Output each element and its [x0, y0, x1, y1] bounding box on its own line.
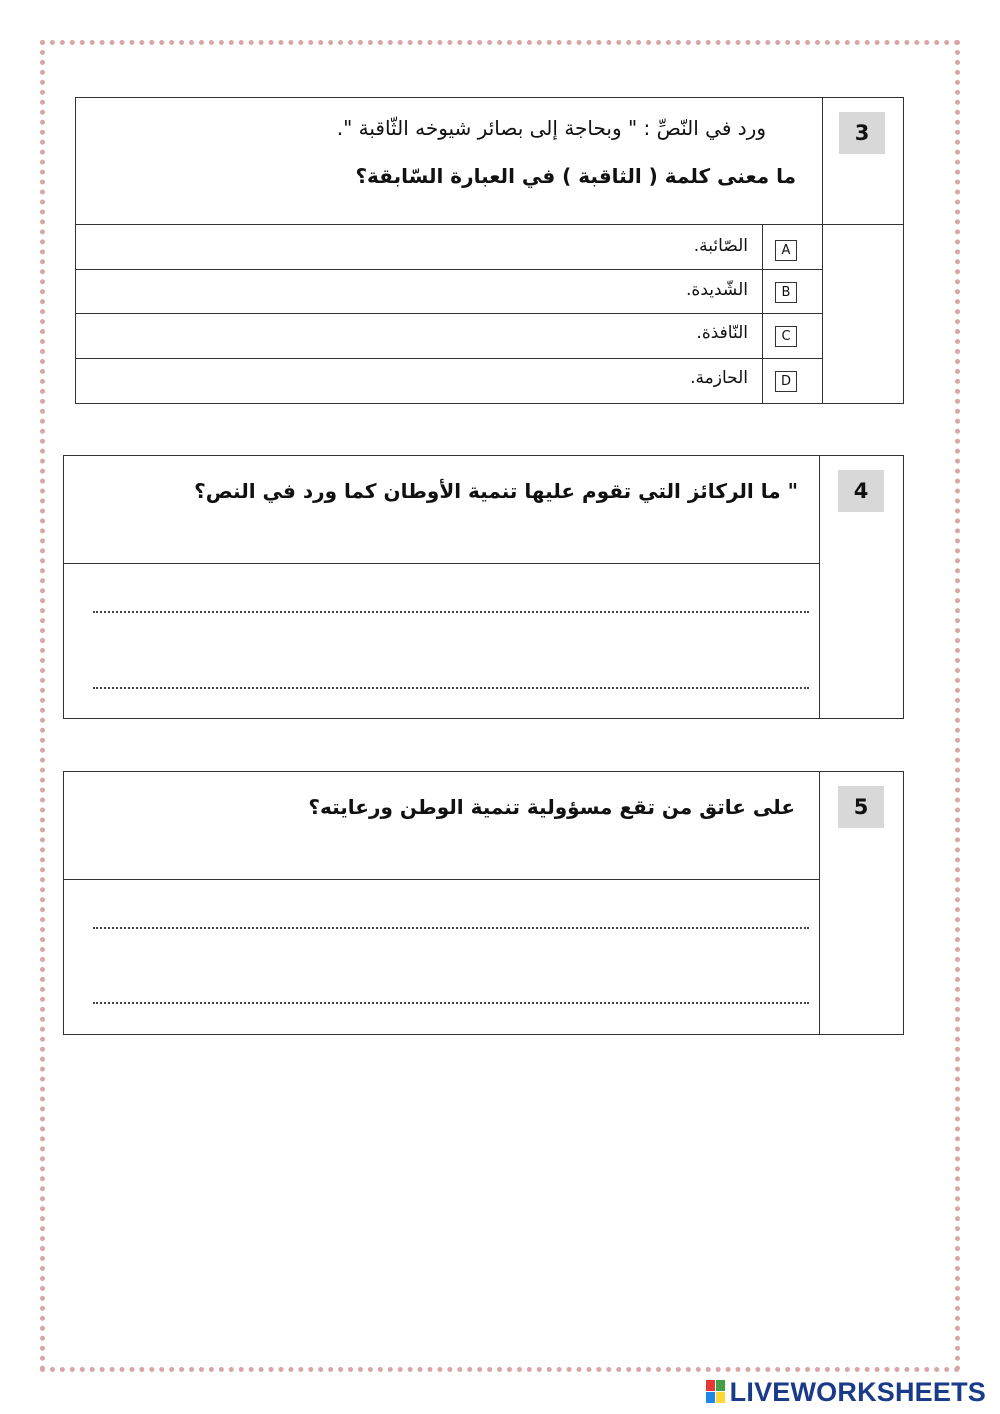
question-number-4: 4 — [838, 470, 884, 512]
question-5-prompt: على عاتق من تقع مسؤولية تنمية الوطن ورعايته؟ — [308, 795, 795, 819]
option-row-line — [75, 358, 822, 359]
option-d-checkbox[interactable]: D — [775, 371, 797, 392]
answer-line-5-1[interactable] — [93, 927, 809, 929]
question-3-quote: ورد في النّصِّ : " وبحاجة إلى بصائر شيوخه الثّاقبة ". — [336, 116, 766, 140]
question-5-header-line — [63, 879, 819, 880]
option-a-checkbox[interactable]: A — [775, 240, 797, 261]
option-d-text[interactable]: الحازمة. — [690, 368, 748, 388]
option-a-text[interactable]: الصّائبة. — [693, 236, 748, 256]
question-number-3: 3 — [839, 112, 885, 154]
answer-line-4-2[interactable] — [93, 687, 809, 689]
question-4-header-line — [63, 563, 819, 564]
question-3-header-line — [75, 224, 904, 225]
option-row-line — [75, 269, 822, 270]
logo-text: LIVEWORKSHEETS — [729, 1376, 986, 1407]
question-4-divider — [819, 455, 820, 719]
answer-line-5-2[interactable] — [93, 1002, 809, 1004]
answer-line-4-1[interactable] — [93, 611, 809, 613]
liveworksheets-logo — [706, 1376, 986, 1408]
question-4-prompt: " ما الركائز التي تقوم عليها تنمية الأوطان كما ورد في النص؟ — [194, 479, 798, 503]
option-row-line — [75, 313, 822, 314]
options-letter-divider — [762, 224, 763, 404]
question-3-divider — [822, 97, 823, 404]
question-5-divider — [819, 771, 820, 1035]
liveworksheets-logo-icon — [706, 1380, 726, 1404]
question-3-prompt: ما معنى كلمة ( الثاقبة ) في العبارة السّابقة؟ — [355, 164, 796, 188]
option-b-text[interactable]: الشّديدة. — [686, 280, 748, 300]
question-number-5: 5 — [838, 786, 884, 828]
option-c-checkbox[interactable]: C — [775, 326, 797, 347]
option-b-checkbox[interactable]: B — [775, 282, 797, 303]
option-c-text[interactable]: النّافذة. — [696, 323, 748, 343]
